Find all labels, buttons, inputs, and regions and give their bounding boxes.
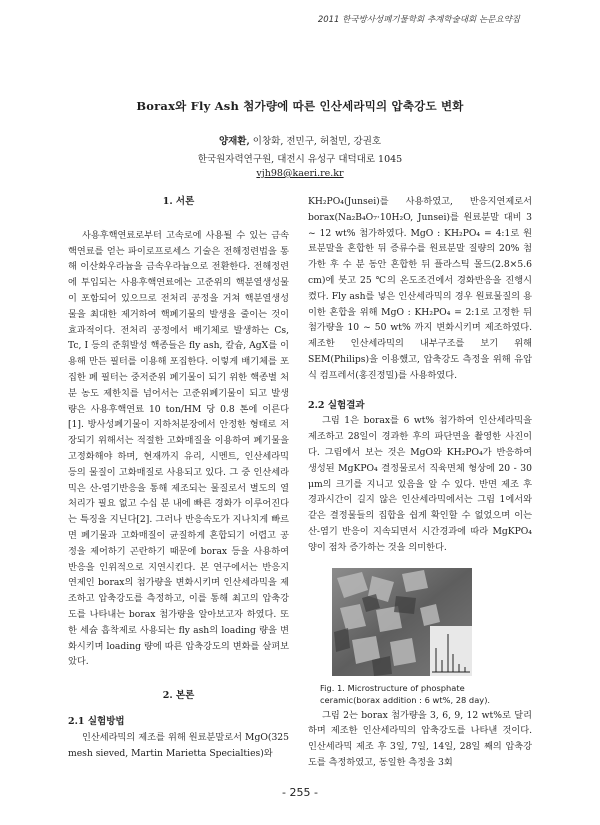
subsection-title-methods: 2.1 실험방법: [68, 715, 125, 727]
lead-author: 양재환,: [218, 136, 250, 147]
sem-micrograph-image: [332, 568, 472, 676]
author-email: vjh98@kaeri.re.kr: [256, 168, 344, 179]
author-list: [0, 133, 600, 147]
affiliation: 한국원자력연구원, 대전시 유성구 대덕대로 1045: [197, 154, 403, 165]
results-paragraph: 그림 1은 borax를 6 wt% 첨가하여 인산세라믹을 제조하고 28일이 경과한 후의 파단면을 촬영한 사진이다. 그림에서 보는 것은 MgO와 KH₂PO₄가 반응하여 생성된 MgKPO₄ 결정물로서 직육면체 형상에 20 - 30 μm의 크기를 지니고 있음을 알 수 있다. 반면 제조 후 경과시간이 길지 않은 인산세라믹에서는 그림 1에서와 같은 결정물들의 집합을 쉽게 확인할 수 없었으며 이는 산-염기 반응이 지속되면서 시간경과에 따라 MgKPO₄ 양이 점차 증가하는 것을 의미한다.: [308, 415, 532, 553]
conference-header: 2011 한국방사성폐기물학회 추계학술대회 논문요약집: [317, 15, 520, 25]
section-title-intro: 1. 서론: [162, 196, 195, 207]
intro-paragraph: 사용후핵연료로부터 고속로에 사용될 수 있는 금속핵연료를 얻는 파이로프로세스 기술은 전해정련법을 통해 이산화우라늄을 금속우라늄으로 전환한다. 전해정련에 투입되는 사용후핵연료에는 고준위의 핵분열생성물이 포함되어 있으므로 전처리 공정을 거쳐 핵분열생성물을 최대한 제거하여 핵폐기물의 발생을 줄이는 것이 효과적이다. 전처리 공정에서 배기체로 발생하는 Cs, Tc, I 등의 준휘발성 핵종들은 fly ash, 칼슘, AgX를 이용해 만든 필터를 이용해 포집한다. 이렇게 배기체를 포집한 폐 필터는 중저준위 폐기물이 되기 위한 핵종별 처분 농도 제한치를 넘어서는 고준위폐기물이 되고 발생량은 사용후핵연료 10 ton/HM 당 0.8 톤에 이른다[1]. 방사성폐기물이 지하처분장에서 안정한 형태로 저장되기 위해서는 적절한 고화매질을 이용하여 폐기물을 고정화해야 하며, 현재까지 유리, 시멘트, 인산세라믹 등의 물질이 고화매질로 사용되고 있다. 그 중 인산세라믹은 산-염기반응을 통해 제조되는 물질로서 별도의 열처리가 필요 없고 수십 분 내에 빠른 경화가 이루어진다는 특징을 지닌다[2]. 그러나 반응속도가 지나치게 빠르면 폐기물과 고화매질이 균질하게 혼합되기 어렵고 공정을 제어하기 곤란하기 때문에 borax 등을 사용하여 반응을 인위적으로 지연시킨다. 본 연구에서는 반응지연제인 borax의 첨가량을 변화시키며 인산세라믹을 제조하고 압축강도를 측정하고, 이를 통해 최고의 압축강도를 나타내는 borax 첨가량을 알아보고자 하였다. 또한 세슘 흡착제로 사용되는 fly ash의 loading 량을 변화시키며 loading 량에 따른 압축강도의 변화를 살펴보았다.: [68, 229, 289, 668]
co-authors: 이창화, 전민구, 허철민, 강권호: [249, 136, 382, 147]
figure-caption: Fig. 1. Microstructure of phosphate ceramic(borax addition : 6 wt%, 28 day).: [320, 683, 491, 705]
sem-micrograph-figure: [332, 568, 472, 676]
subsection-title-results: 2.2 실험결과: [308, 399, 365, 411]
page-number: - 255 -: [282, 786, 318, 799]
methods-paragraph: 인산세라믹의 제조를 위해 원료분말로서 MgO(325 mesh sieved, Martin Marietta Specialties)와: [68, 731, 289, 759]
email-line: [0, 168, 600, 179]
section-title-body: 2. 본론: [162, 690, 195, 702]
left-column: [68, 194, 289, 761]
paper-title: Borax와 Fly Ash 첨가량에 따른 인산세라믹의 압축강도 변화: [136, 99, 464, 113]
methods-paragraph-continued: KH₂PO₄(Junsei)를 사용하였고, 반응지연제로서 borax(Na₂B₄O₇·10H₂O, Junsei)를 원료분말 대비 3 ~ 12 wt% 첨가하였다. MgO : KH₂PO₄ = 4:1로 원료분말을 혼합한 뒤 증류수를 원료분말 질량의 20% 첨가한 후 수 분 동안 혼합한 뒤 플라스틱 몰드(2.8×5.6 cm)에 붓고 25 ℃의 온도조건에서 경화반응을 진행시켰다. Fly ash를 넣은 인산세라믹의 경우 원료물질의 용이한 혼합을 위해 MgO : KH₂PO₄ = 2:1로 고정한 뒤 첨가량을 10 ~ 50 wt% 까지 변화시키며 제조하였다. 제조한 인산세라믹의 내부구조를 보기 위해 SEM(Philips)을 이용했고, 압축강도 측정을 위해 유압식 컴프레서(홍진정밀)를 사용하였다.: [308, 196, 532, 381]
results-paragraph-2: 그림 2는 borax 첨가량을 3, 6, 9, 12 wt%로 달리하며 제조한 인산세라믹의 압축강도를 나타낸 것이다. 인산세라믹 제조 후 3일, 7일, 14일, 28일 째의 압축강도를 측정하였고, 동일한 측정을 3회: [308, 709, 532, 768]
